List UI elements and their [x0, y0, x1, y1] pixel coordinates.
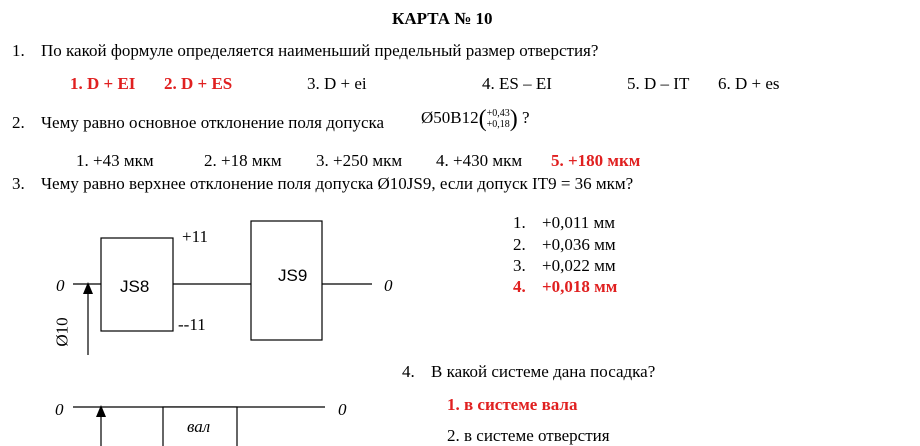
- q3-option-2[interactable]: +0,036 мм: [542, 235, 616, 254]
- q1-number: 1.: [12, 41, 25, 60]
- q1-option-3[interactable]: 3. D + ei: [307, 74, 367, 93]
- q3-option-1[interactable]: +0,011 мм: [542, 213, 615, 232]
- q1-option-2[interactable]: 2. D + ES: [164, 74, 233, 93]
- q4-zero-right: 0: [338, 400, 347, 419]
- q2-paren-close: ): [509, 106, 518, 133]
- minus-deviation: --11: [178, 315, 206, 334]
- q3-text: Чему равно верхнее отклонение поля допуска Ø10JS9, если допуск IT9 = 36 мкм?: [41, 174, 634, 193]
- q3-zero-left: 0: [56, 276, 65, 295]
- q2-upper-deviation: +0,43: [486, 108, 510, 120]
- q2-text: Чему равно основное отклонение поля допуска: [41, 113, 385, 132]
- q4-zero-left: 0: [55, 400, 64, 419]
- js9-label: JS9: [278, 266, 308, 285]
- q2-option-1[interactable]: 1. +43 мкм: [76, 151, 154, 170]
- q2-qmark: ?: [522, 108, 530, 127]
- q3-option-1-num: 1.: [513, 213, 526, 232]
- q1-option-1[interactable]: 1. D + EI: [70, 74, 136, 93]
- js8-label: JS8: [120, 277, 150, 296]
- q2-tolerance: [421, 106, 530, 133]
- q1-text: По какой формуле определяется наименьший предельный размер отверстия?: [41, 41, 599, 60]
- q2-option-2[interactable]: 2. +18 мкм: [204, 151, 282, 170]
- q3-option-2-num: 2.: [513, 235, 526, 254]
- q3-option-3[interactable]: +0,022 мм: [542, 256, 616, 275]
- q2-number: 2.: [12, 113, 25, 132]
- q3-option-4-num: 4.: [513, 277, 526, 296]
- q2-paren-open: (: [478, 106, 487, 133]
- q2-option-5[interactable]: 5. +180 мкм: [551, 151, 641, 170]
- q4-text: В какой системе дана посадка?: [431, 362, 656, 381]
- diameter-label: Ø10: [52, 317, 72, 347]
- q2-lower-deviation: +0,18: [486, 119, 510, 131]
- q2-option-4[interactable]: 4. +430 мкм: [436, 151, 523, 170]
- q4-option-2[interactable]: 2. в системе отверстия: [447, 426, 610, 445]
- shaft-label: вал: [187, 417, 211, 436]
- q2-option-3[interactable]: 3. +250 мкм: [316, 151, 403, 170]
- q3-option-4[interactable]: +0,018 мм: [542, 277, 618, 296]
- q3-zero-right: 0: [384, 276, 393, 295]
- q1-option-6[interactable]: 6. D + es: [718, 74, 780, 93]
- plus-deviation: +11: [182, 227, 208, 246]
- q4-number: 4.: [402, 362, 415, 381]
- q2-designation: Ø50B12: [421, 108, 479, 127]
- q3-diagram: [73, 221, 372, 355]
- q1-option-5[interactable]: 5. D – IT: [627, 74, 690, 93]
- q4-option-1[interactable]: 1. в системе вала: [447, 395, 578, 414]
- q3-number: 3.: [12, 174, 25, 193]
- q2-deviations: [487, 108, 510, 130]
- q3-option-3-num: 3.: [513, 256, 526, 275]
- q1-option-4[interactable]: 4. ES – EI: [482, 74, 552, 93]
- card-title: КАРТА № 10: [392, 9, 493, 28]
